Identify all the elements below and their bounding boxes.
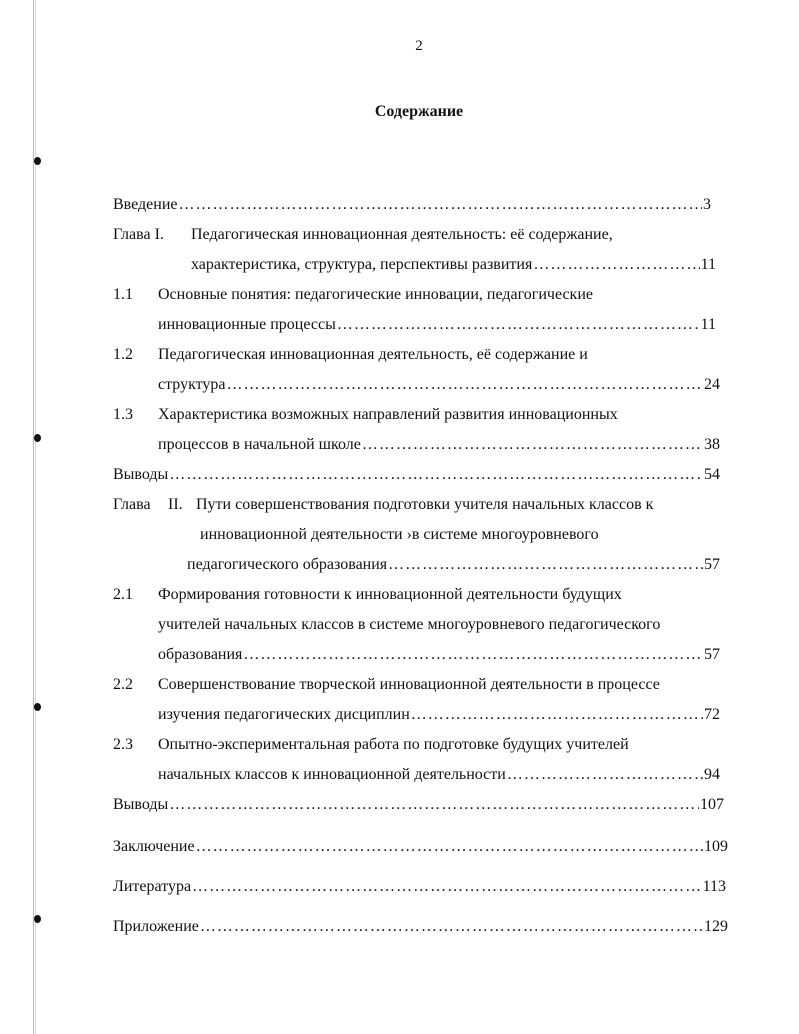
toc-entry-label: Литература bbox=[113, 878, 192, 895]
dot-leader bbox=[243, 645, 703, 665]
dot-leader bbox=[169, 465, 703, 485]
punch-hole-mark bbox=[34, 915, 41, 923]
scan-edge-line bbox=[35, 0, 36, 1034]
punch-hole-mark bbox=[34, 434, 41, 442]
dot-leader bbox=[362, 435, 703, 455]
toc-entry-line: начальных классов к инновационной деятельности bbox=[158, 766, 506, 783]
toc-entry-line: изучения педагогических дисциплин bbox=[158, 706, 410, 723]
toc-entry-label: Заключение bbox=[113, 838, 195, 855]
toc-entry-line[interactable]: Педагогическая инновационная деятельность, её содержание и bbox=[158, 346, 588, 363]
toc-entry-line[interactable]: Формирования готовности к инновационной деятельности будущих bbox=[158, 586, 622, 603]
toc-entry-1-3[interactable] bbox=[158, 435, 720, 455]
toc-entry-conclusion[interactable] bbox=[113, 837, 728, 857]
toc-entry-line[interactable]: Основные понятия: педагогические инновации, педагогические bbox=[158, 286, 593, 303]
toc-entry-chapter1[interactable] bbox=[191, 255, 716, 275]
toc-page-number: 72 bbox=[704, 706, 720, 723]
toc-entry-2-3[interactable] bbox=[158, 765, 720, 785]
toc-page-number: 54 bbox=[704, 466, 720, 483]
toc-entry-label: Выводы bbox=[113, 796, 169, 813]
section-number: 2.1 bbox=[113, 586, 133, 603]
toc-entry-conclusions-1[interactable] bbox=[113, 465, 720, 485]
dot-leader bbox=[388, 555, 703, 575]
dot-leader bbox=[192, 877, 702, 897]
toc-entry-line[interactable]: Характеристика возможных направлений развития инновационных bbox=[158, 406, 618, 423]
toc-entry-line[interactable]: Педагогическая инновационная деятельность: её содержание, bbox=[191, 226, 613, 243]
toc-page-number: 11 bbox=[700, 256, 716, 273]
dot-leader bbox=[179, 195, 703, 215]
toc-entry-chapter2[interactable] bbox=[187, 555, 720, 575]
page-number: 2 bbox=[415, 38, 423, 54]
page-title: Содержание bbox=[374, 103, 464, 120]
toc-page-number: 94 bbox=[704, 766, 720, 783]
toc-entry-1-1[interactable] bbox=[158, 315, 716, 335]
dot-leader bbox=[507, 765, 703, 785]
toc-page-number: 113 bbox=[702, 878, 726, 895]
punch-hole-mark bbox=[34, 703, 41, 711]
toc-entry-line[interactable]: Пути совершенствования подготовки учителя начальных классов к bbox=[196, 496, 654, 513]
dot-leader bbox=[227, 375, 703, 395]
toc-entry-line: педагогического образования bbox=[187, 556, 388, 573]
section-number: 1.2 bbox=[113, 346, 133, 363]
toc-page-number: 57 bbox=[704, 556, 720, 573]
dot-leader bbox=[196, 837, 703, 857]
chapter-label: Глава bbox=[113, 496, 151, 513]
toc-entry-label: Выводы bbox=[113, 466, 169, 483]
toc-page-number: 57 bbox=[704, 646, 720, 663]
section-number: 2.3 bbox=[113, 736, 133, 753]
toc-entry-line: процессов в начальной школе bbox=[158, 436, 361, 453]
toc-entry-line: образования bbox=[158, 646, 243, 663]
toc-entry-1-2[interactable] bbox=[158, 375, 720, 395]
dot-leader bbox=[169, 795, 699, 815]
toc-entry-intro[interactable] bbox=[113, 195, 711, 215]
toc-page-number: 11 bbox=[700, 316, 716, 333]
toc-page-number: 107 bbox=[700, 796, 724, 813]
scan-edge-line bbox=[33, 0, 34, 1034]
toc-page-number: 129 bbox=[704, 918, 728, 935]
section-number: 1.1 bbox=[113, 286, 133, 303]
chapter-label: Глава I. bbox=[113, 226, 164, 243]
section-number: 2.2 bbox=[113, 676, 133, 693]
toc-entry-line[interactable]: Опытно-экспериментальная работа по подготовке будущих учителей bbox=[158, 736, 629, 753]
toc-entry-conclusions-2[interactable] bbox=[113, 795, 724, 815]
toc-entry-line: структура bbox=[158, 376, 226, 393]
dot-leader bbox=[533, 255, 699, 275]
toc-entry-label: Приложение bbox=[113, 918, 199, 935]
toc-entry-line[interactable]: инновационной деятельности ›в системе многоуровневого bbox=[200, 526, 599, 543]
toc-entry-appendix[interactable] bbox=[113, 917, 728, 937]
punch-hole-mark bbox=[34, 157, 41, 165]
toc-entry-label: Введение bbox=[113, 196, 178, 213]
toc-entry-2-1[interactable] bbox=[158, 645, 720, 665]
dot-leader bbox=[200, 917, 703, 937]
dot-leader bbox=[337, 315, 700, 335]
toc-entry-2-2[interactable] bbox=[158, 705, 720, 725]
section-number: 1.3 bbox=[113, 406, 133, 423]
toc-page-number: 109 bbox=[704, 838, 728, 855]
toc-entry-line[interactable]: учителей начальных классов в системе многоуровневого педагогического bbox=[158, 616, 661, 633]
chapter-roman-numeral: II. bbox=[168, 496, 183, 513]
toc-entry-line: инновационные процессы bbox=[158, 316, 336, 333]
toc-page-number: 38 bbox=[704, 436, 720, 453]
toc-entry-literature[interactable] bbox=[113, 877, 726, 897]
dot-leader bbox=[411, 705, 703, 725]
toc-page-number: 24 bbox=[704, 376, 720, 393]
toc-entry-line[interactable]: Совершенствование творческой инновационной деятельности в процессе bbox=[158, 676, 660, 693]
toc-entry-line: характеристика, структура, перспективы развития bbox=[191, 256, 533, 273]
toc-page-number: 3 bbox=[703, 196, 711, 213]
